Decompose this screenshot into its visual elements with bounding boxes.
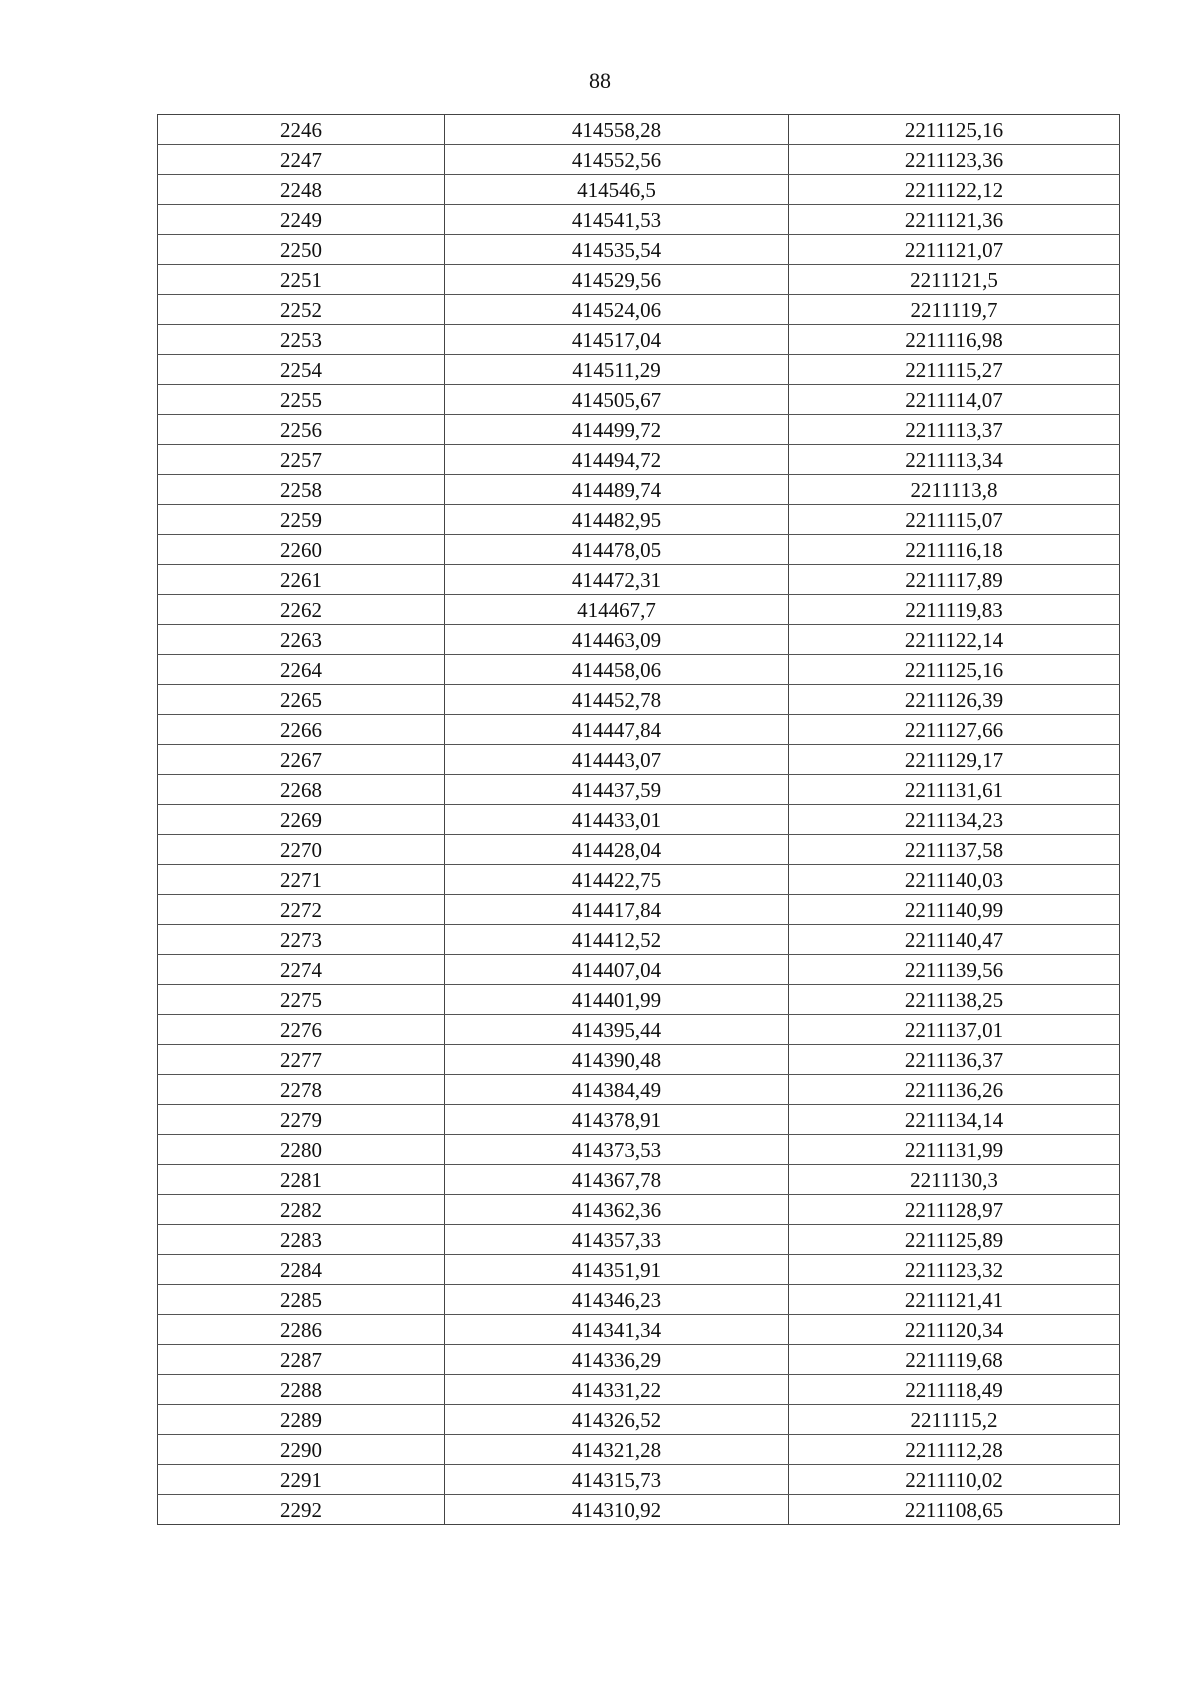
y-coordinate-cell: 2211119,83 (789, 595, 1120, 625)
coordinates-table (157, 114, 1120, 1525)
x-coordinate-cell: 414336,29 (445, 1345, 789, 1375)
y-coordinate-cell: 2211129,17 (789, 745, 1120, 775)
y-coordinate-cell: 2211125,89 (789, 1225, 1120, 1255)
x-coordinate-cell: 414499,72 (445, 415, 789, 445)
point-number-cell: 2280 (158, 1135, 445, 1165)
x-coordinate-cell: 414341,34 (445, 1315, 789, 1345)
x-coordinate-cell: 414321,28 (445, 1435, 789, 1465)
table-row (158, 415, 1120, 445)
y-coordinate-cell: 2211121,36 (789, 205, 1120, 235)
y-coordinate-cell: 2211121,41 (789, 1285, 1120, 1315)
y-coordinate-cell: 2211134,23 (789, 805, 1120, 835)
point-number-cell: 2271 (158, 865, 445, 895)
y-coordinate-cell: 2211126,39 (789, 685, 1120, 715)
y-coordinate-cell: 2211117,89 (789, 565, 1120, 595)
x-coordinate-cell: 414362,36 (445, 1195, 789, 1225)
x-coordinate-cell: 414422,75 (445, 865, 789, 895)
table-row (158, 1375, 1120, 1405)
y-coordinate-cell: 2211125,16 (789, 655, 1120, 685)
y-coordinate-cell: 2211131,99 (789, 1135, 1120, 1165)
table-row (158, 505, 1120, 535)
x-coordinate-cell: 414390,48 (445, 1045, 789, 1075)
point-number-cell: 2269 (158, 805, 445, 835)
table-row (158, 625, 1120, 655)
x-coordinate-cell: 414395,44 (445, 1015, 789, 1045)
x-coordinate-cell: 414326,52 (445, 1405, 789, 1435)
table-row (158, 565, 1120, 595)
x-coordinate-cell: 414524,06 (445, 295, 789, 325)
table-row (158, 1225, 1120, 1255)
y-coordinate-cell: 2211115,27 (789, 355, 1120, 385)
table-row (158, 1135, 1120, 1165)
table-row (158, 835, 1120, 865)
point-number-cell: 2284 (158, 1255, 445, 1285)
y-coordinate-cell: 2211113,34 (789, 445, 1120, 475)
page-number: 88 (589, 68, 611, 93)
x-coordinate-cell: 414433,01 (445, 805, 789, 835)
y-coordinate-cell: 2211138,25 (789, 985, 1120, 1015)
table-row (158, 325, 1120, 355)
table-row (158, 535, 1120, 565)
x-coordinate-cell: 414428,04 (445, 835, 789, 865)
y-coordinate-cell: 2211114,07 (789, 385, 1120, 415)
y-coordinate-cell: 2211136,37 (789, 1045, 1120, 1075)
y-coordinate-cell: 2211137,58 (789, 835, 1120, 865)
table-row (158, 865, 1120, 895)
y-coordinate-cell: 2211139,56 (789, 955, 1120, 985)
table-row (158, 445, 1120, 475)
point-number-cell: 2272 (158, 895, 445, 925)
y-coordinate-cell: 2211123,32 (789, 1255, 1120, 1285)
point-number-cell: 2267 (158, 745, 445, 775)
y-coordinate-cell: 2211125,16 (789, 115, 1120, 145)
table-row (158, 265, 1120, 295)
x-coordinate-cell: 414378,91 (445, 1105, 789, 1135)
y-coordinate-cell: 2211128,97 (789, 1195, 1120, 1225)
x-coordinate-cell: 414367,78 (445, 1165, 789, 1195)
point-number-cell: 2250 (158, 235, 445, 265)
y-coordinate-cell: 2211118,49 (789, 1375, 1120, 1405)
y-coordinate-cell: 2211122,12 (789, 175, 1120, 205)
table-row (158, 1315, 1120, 1345)
y-coordinate-cell: 2211127,66 (789, 715, 1120, 745)
point-number-cell: 2286 (158, 1315, 445, 1345)
y-coordinate-cell: 2211123,36 (789, 145, 1120, 175)
y-coordinate-cell: 2211131,61 (789, 775, 1120, 805)
point-number-cell: 2289 (158, 1405, 445, 1435)
point-number-cell: 2252 (158, 295, 445, 325)
table-row (158, 475, 1120, 505)
x-coordinate-cell: 414458,06 (445, 655, 789, 685)
table-row (158, 145, 1120, 175)
point-number-cell: 2265 (158, 685, 445, 715)
point-number-cell: 2249 (158, 205, 445, 235)
point-number-cell: 2251 (158, 265, 445, 295)
x-coordinate-cell: 414310,92 (445, 1495, 789, 1525)
y-coordinate-cell: 2211110,02 (789, 1465, 1120, 1495)
x-coordinate-cell: 414552,56 (445, 145, 789, 175)
x-coordinate-cell: 414478,05 (445, 535, 789, 565)
y-coordinate-cell: 2211108,65 (789, 1495, 1120, 1525)
x-coordinate-cell: 414494,72 (445, 445, 789, 475)
y-coordinate-cell: 2211140,47 (789, 925, 1120, 955)
point-number-cell: 2248 (158, 175, 445, 205)
point-number-cell: 2288 (158, 1375, 445, 1405)
point-number-cell: 2285 (158, 1285, 445, 1315)
point-number-cell: 2281 (158, 1165, 445, 1195)
table-row (158, 1285, 1120, 1315)
table-row (158, 1195, 1120, 1225)
table-row (158, 355, 1120, 385)
table-row (158, 715, 1120, 745)
x-coordinate-cell: 414417,84 (445, 895, 789, 925)
x-coordinate-cell: 414351,91 (445, 1255, 789, 1285)
point-number-cell: 2256 (158, 415, 445, 445)
x-coordinate-cell: 414401,99 (445, 985, 789, 1015)
y-coordinate-cell: 2211140,99 (789, 895, 1120, 925)
x-coordinate-cell: 414541,53 (445, 205, 789, 235)
x-coordinate-cell: 414489,74 (445, 475, 789, 505)
point-number-cell: 2254 (158, 355, 445, 385)
x-coordinate-cell: 414463,09 (445, 625, 789, 655)
point-number-cell: 2260 (158, 535, 445, 565)
x-coordinate-cell: 414511,29 (445, 355, 789, 385)
point-number-cell: 2279 (158, 1105, 445, 1135)
x-coordinate-cell: 414558,28 (445, 115, 789, 145)
x-coordinate-cell: 414447,84 (445, 715, 789, 745)
point-number-cell: 2282 (158, 1195, 445, 1225)
point-number-cell: 2255 (158, 385, 445, 415)
y-coordinate-cell: 2211116,98 (789, 325, 1120, 355)
table-row (158, 1045, 1120, 1075)
table-row (158, 955, 1120, 985)
x-coordinate-cell: 414482,95 (445, 505, 789, 535)
table-row (158, 1015, 1120, 1045)
table-row (158, 1255, 1120, 1285)
y-coordinate-cell: 2211113,37 (789, 415, 1120, 445)
y-coordinate-cell: 2211119,7 (789, 295, 1120, 325)
point-number-cell: 2292 (158, 1495, 445, 1525)
y-coordinate-cell: 2211113,8 (789, 475, 1120, 505)
x-coordinate-cell: 414535,54 (445, 235, 789, 265)
table-row (158, 805, 1120, 835)
y-coordinate-cell: 2211122,14 (789, 625, 1120, 655)
x-coordinate-cell: 414517,04 (445, 325, 789, 355)
point-number-cell: 2283 (158, 1225, 445, 1255)
point-number-cell: 2258 (158, 475, 445, 505)
y-coordinate-cell: 2211120,34 (789, 1315, 1120, 1345)
x-coordinate-cell: 414467,7 (445, 595, 789, 625)
y-coordinate-cell: 2211121,5 (789, 265, 1120, 295)
table-row (158, 115, 1120, 145)
x-coordinate-cell: 414315,73 (445, 1465, 789, 1495)
point-number-cell: 2253 (158, 325, 445, 355)
x-coordinate-cell: 414384,49 (445, 1075, 789, 1105)
y-coordinate-cell: 2211119,68 (789, 1345, 1120, 1375)
x-coordinate-cell: 414505,67 (445, 385, 789, 415)
table-row (158, 385, 1120, 415)
table-row (158, 985, 1120, 1015)
x-coordinate-cell: 414437,59 (445, 775, 789, 805)
point-number-cell: 2273 (158, 925, 445, 955)
table-row (158, 895, 1120, 925)
point-number-cell: 2291 (158, 1465, 445, 1495)
x-coordinate-cell: 414443,07 (445, 745, 789, 775)
table-row (158, 1405, 1120, 1435)
table-row (158, 1105, 1120, 1135)
table-row (158, 775, 1120, 805)
table-row (158, 235, 1120, 265)
y-coordinate-cell: 2211137,01 (789, 1015, 1120, 1045)
y-coordinate-cell: 2211140,03 (789, 865, 1120, 895)
point-number-cell: 2277 (158, 1045, 445, 1075)
table-row (158, 655, 1120, 685)
table-row (158, 925, 1120, 955)
y-coordinate-cell: 2211130,3 (789, 1165, 1120, 1195)
point-number-cell: 2268 (158, 775, 445, 805)
table-row (158, 175, 1120, 205)
x-coordinate-cell: 414407,04 (445, 955, 789, 985)
x-coordinate-cell: 414452,78 (445, 685, 789, 715)
x-coordinate-cell: 414412,52 (445, 925, 789, 955)
point-number-cell: 2257 (158, 445, 445, 475)
table-row (158, 745, 1120, 775)
point-number-cell: 2290 (158, 1435, 445, 1465)
table-row (158, 685, 1120, 715)
point-number-cell: 2264 (158, 655, 445, 685)
y-coordinate-cell: 2211115,2 (789, 1405, 1120, 1435)
point-number-cell: 2266 (158, 715, 445, 745)
point-number-cell: 2263 (158, 625, 445, 655)
x-coordinate-cell: 414529,56 (445, 265, 789, 295)
point-number-cell: 2262 (158, 595, 445, 625)
point-number-cell: 2259 (158, 505, 445, 535)
x-coordinate-cell: 414472,31 (445, 565, 789, 595)
point-number-cell: 2274 (158, 955, 445, 985)
point-number-cell: 2246 (158, 115, 445, 145)
y-coordinate-cell: 2211115,07 (789, 505, 1120, 535)
table-row (158, 1075, 1120, 1105)
table-row (158, 205, 1120, 235)
y-coordinate-cell: 2211116,18 (789, 535, 1120, 565)
coordinates-table-body (158, 115, 1120, 1525)
x-coordinate-cell: 414331,22 (445, 1375, 789, 1405)
table-row (158, 295, 1120, 325)
y-coordinate-cell: 2211112,28 (789, 1435, 1120, 1465)
y-coordinate-cell: 2211134,14 (789, 1105, 1120, 1135)
y-coordinate-cell: 2211136,26 (789, 1075, 1120, 1105)
y-coordinate-cell: 2211121,07 (789, 235, 1120, 265)
x-coordinate-cell: 414373,53 (445, 1135, 789, 1165)
point-number-cell: 2276 (158, 1015, 445, 1045)
table-row (158, 1495, 1120, 1525)
x-coordinate-cell: 414357,33 (445, 1225, 789, 1255)
point-number-cell: 2287 (158, 1345, 445, 1375)
table-row (158, 595, 1120, 625)
table-row (158, 1465, 1120, 1495)
x-coordinate-cell: 414346,23 (445, 1285, 789, 1315)
table-row (158, 1435, 1120, 1465)
point-number-cell: 2261 (158, 565, 445, 595)
x-coordinate-cell: 414546,5 (445, 175, 789, 205)
point-number-cell: 2275 (158, 985, 445, 1015)
point-number-cell: 2270 (158, 835, 445, 865)
table-row (158, 1165, 1120, 1195)
point-number-cell: 2278 (158, 1075, 445, 1105)
table-row (158, 1345, 1120, 1375)
point-number-cell: 2247 (158, 145, 445, 175)
